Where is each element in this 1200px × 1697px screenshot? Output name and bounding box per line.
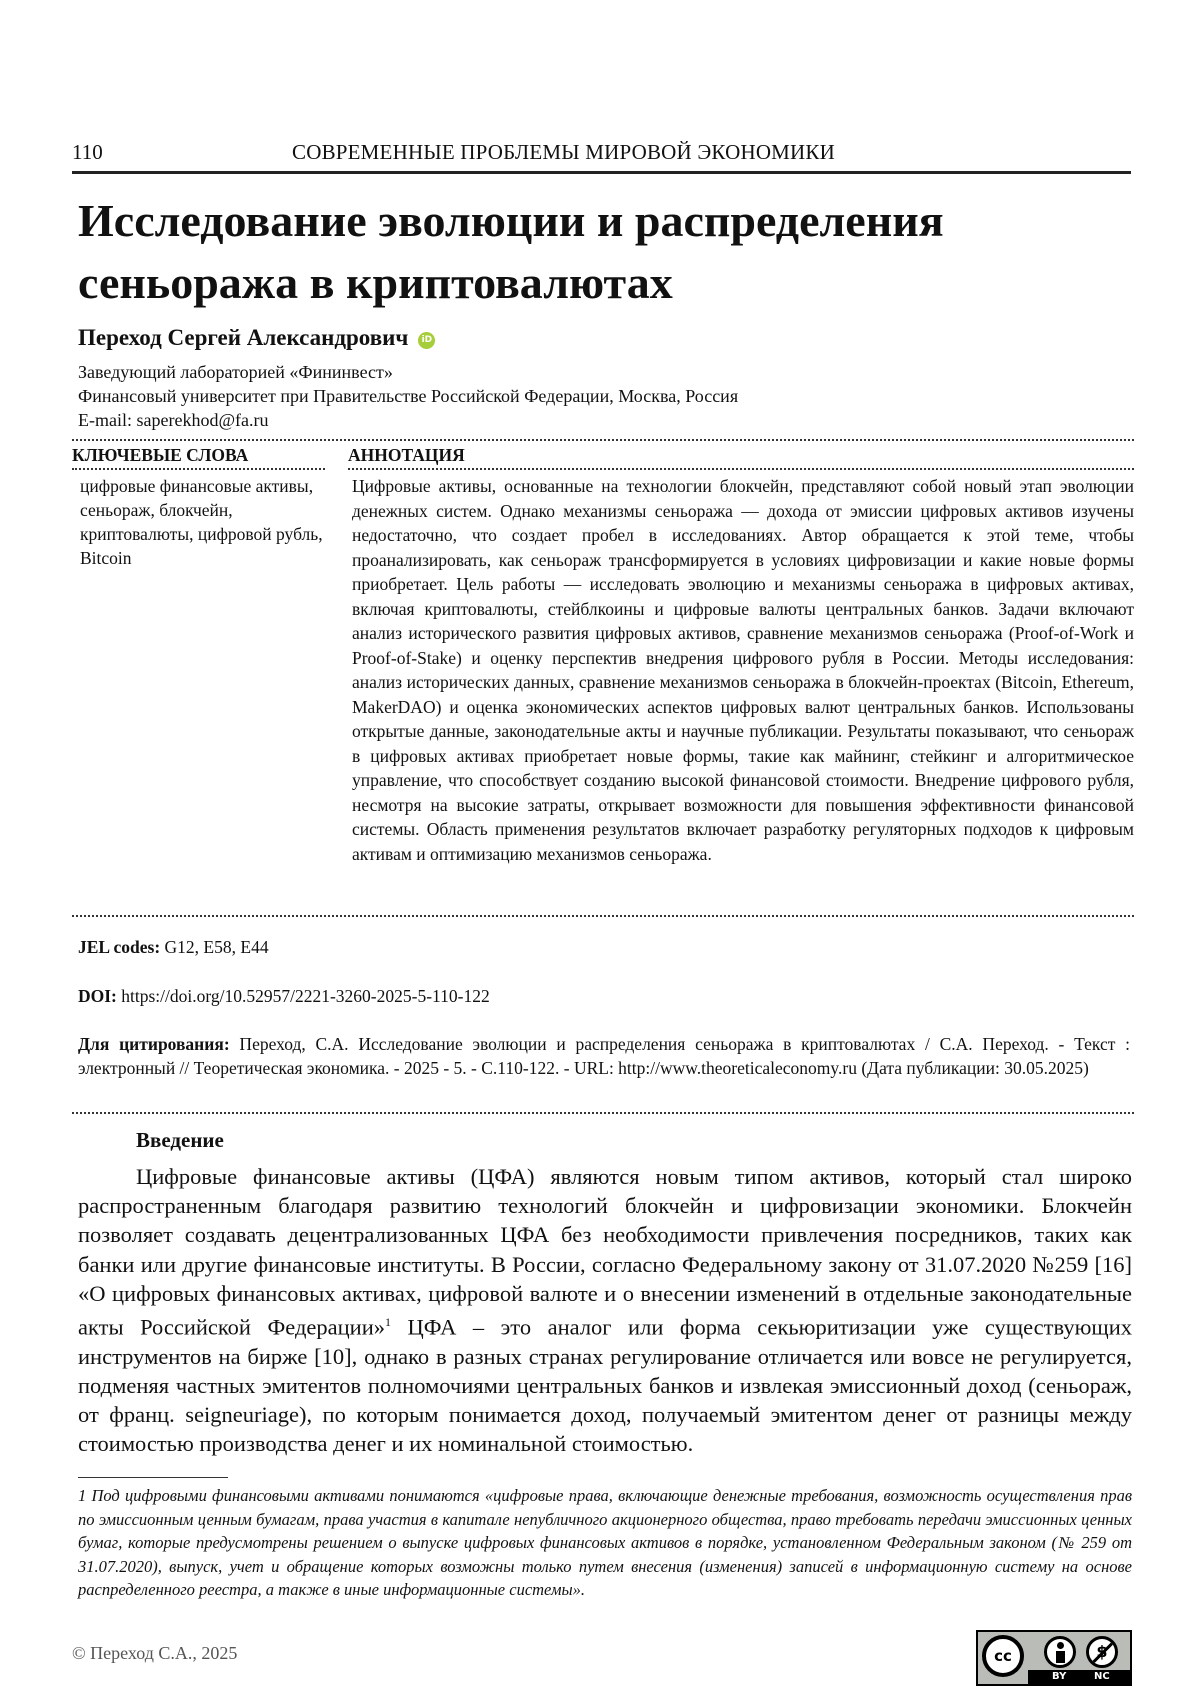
orcid-icon[interactable]: iD bbox=[418, 332, 435, 349]
doi-label: DOI: bbox=[78, 986, 117, 1006]
cc-label-strip bbox=[1028, 1670, 1130, 1684]
copyright: © Переход С.А., 2025 bbox=[72, 1643, 237, 1664]
cc-logo-icon: cc bbox=[982, 1635, 1024, 1677]
keywords-list: цифровые финансовые активы, сеньораж, блокчейн, криптовалюты, цифровой рубль, Bitcoin bbox=[80, 474, 325, 570]
cc-license-badge[interactable] bbox=[976, 1630, 1132, 1686]
abstract-text: Цифровые активы, основанные на технологии блокчейн, представляют собой новый этап эволюции денежных систем. Однако механизмы сеньоража — дохода от эмиссии цифровых активов изучены недостаточно, что создает пробел в исследованиях. Автор обращается к этой теме, чтобы проанализировать, как сеньораж трансформируется в условиях цифровизации и какие новые формы приобретает. Цель работы — исследовать эволюцию и механизмы сеньоража в цифровых активах, включая криптовалюты, стейблкоины и цифровые валюты центральных банков. Задачи включают анализ исторического развития цифровых активов, сравнение механизмов сеньоража (Proof-of-Work и Proof-of-Stake) и оценку перспектив внедрения цифрового рубля в России. Методы исследования: анализ исторических данных, сравнение механизмов сеньоража в блокчейн-проектах (Bitcoin, Ethereum, MakerDAO) и оценка экономических аспектов цифровых валют центральных банков. Использованы открытые данные, законодательные акты и научные публикации. Результаты показывают, что сеньораж в цифровых активах приобретает новые формы, такие как майнинг, стейкинг и алгоритмическое управление, что способствует созданию высокой финансовой стоимости. Внедрение цифрового рубля, несмотря на высокие затраты, открывает возможности для повышения эффективности финансовой системы. Область применения результатов включает разработку регуляторных подходов к цифровым активам и оптимизацию механизмов сеньоража. bbox=[352, 474, 1134, 866]
article-title: Исследование эволюции и распределения сеньоража в криптовалютах bbox=[78, 190, 1138, 314]
author-position: Заведующий лабораторией «Фининвест» bbox=[78, 360, 738, 384]
header-rule bbox=[72, 171, 1131, 174]
affiliation-block bbox=[78, 360, 738, 432]
citation-text: Переход, С.А. Исследование эволюции и распределения сеньоража в криптовалютах / С.А. Переход. - Текст : электронный // Теоретическая экономика. - 2025 - 5. - С.110-122. - URL: http://www.theoreticaleconomy.ru (Дата публикации: 30.05.2025) bbox=[78, 1034, 1130, 1078]
cc-by-icon bbox=[1044, 1636, 1076, 1668]
footnote-mark[interactable]: 1 bbox=[385, 1315, 391, 1329]
footnote-text: 1 Под цифровыми финансовыми активами понимаются «цифровые права, включающие денежные требования, возможность осуществления прав по эмиссионным ценным бумагам, права участия в капитале непубличного акционерного общества, право требовать передачи эмиссионных ценных бумаг, которые предусмотрены решением о выпуске цифровых финансовых активов в порядке, установленном Федеральным законом (№ 259 от 31.07.2020), выпуск, учет и обращение которых возможны только путем внесения (изменения) записей в информационную систему на основе распределенного реестра, а также в иные информационные системы». bbox=[78, 1484, 1132, 1602]
jel-label: JEL codes: bbox=[78, 937, 160, 957]
journal-title: СОВРЕМЕННЫЕ ПРОБЛЕМЫ МИРОВОЙ ЭКОНОМИКИ bbox=[292, 140, 835, 165]
dotted-rule-keywords bbox=[72, 468, 325, 470]
author-affiliation: Финансовый университет при Правительстве Российской Федерации, Москва, Россия bbox=[78, 384, 738, 408]
dotted-rule-abstract bbox=[348, 468, 1134, 470]
jel-value: G12, E58, E44 bbox=[160, 937, 268, 957]
intro-paragraph bbox=[78, 1162, 1132, 1459]
citation bbox=[78, 1032, 1130, 1080]
keywords-heading: КЛЮЧЕВЫЕ СЛОВА bbox=[72, 445, 248, 466]
cc-by-label: BY bbox=[1052, 1670, 1066, 1684]
intro-heading: Введение bbox=[136, 1128, 224, 1153]
citation-label: Для цитирования: bbox=[78, 1034, 230, 1054]
author-email[interactable]: E-mail: saperekhod@fa.ru bbox=[78, 408, 738, 432]
abstract-heading: АННОТАЦИЯ bbox=[348, 445, 465, 466]
dotted-rule-citation-end bbox=[72, 1112, 1134, 1114]
doi-link[interactable]: https://doi.org/10.52957/2221-3260-2025-5-110-122 bbox=[117, 986, 490, 1006]
page-number: 110 bbox=[72, 140, 103, 165]
doi bbox=[78, 984, 490, 1008]
dotted-rule-abstract-end bbox=[72, 915, 1134, 917]
dotted-rule-top bbox=[72, 439, 1134, 441]
footnote-rule bbox=[78, 1477, 228, 1478]
jel-codes bbox=[78, 935, 269, 959]
cc-nc-label: NC bbox=[1094, 1670, 1110, 1684]
cc-nc-icon: $ bbox=[1086, 1636, 1118, 1668]
author-name: Переход Сергей Александрович bbox=[78, 325, 408, 350]
intro-text-part-2: ЦФА – это аналог или форма секьюритизации уже существующих инструментов на бирже [10], однако в разных странах регулирование отличается или вовсе не регулируется, подменяя частных эмитентов полномочиями центральных банков и извлекая эмиссионный доход (сеньораж, от франц. seigneuriage), по которым понимается доход, получаемый эмитентом денег от разницы между стоимостью производства денег и их номинальной стоимостью. bbox=[78, 1315, 1132, 1457]
author-line bbox=[78, 325, 435, 351]
intro-text-part-1: Цифровые финансовые активы (ЦФА) являются новым типом активов, который стал широко распространенным благодаря развитию технологий блокчейн и цифровизации экономики. Блокчейн позволяет создавать децентрализованных ЦФА без необходимости привлечения посредников, таких как банки или другие финансовые институты. В России, согласно Федеральному закону от 31.07.2020 №259 [16] «О цифровых финансовых активах, цифровой валюте и о внесении изменений в отдельные законодательные акты Российской Федерации» bbox=[78, 1164, 1132, 1340]
